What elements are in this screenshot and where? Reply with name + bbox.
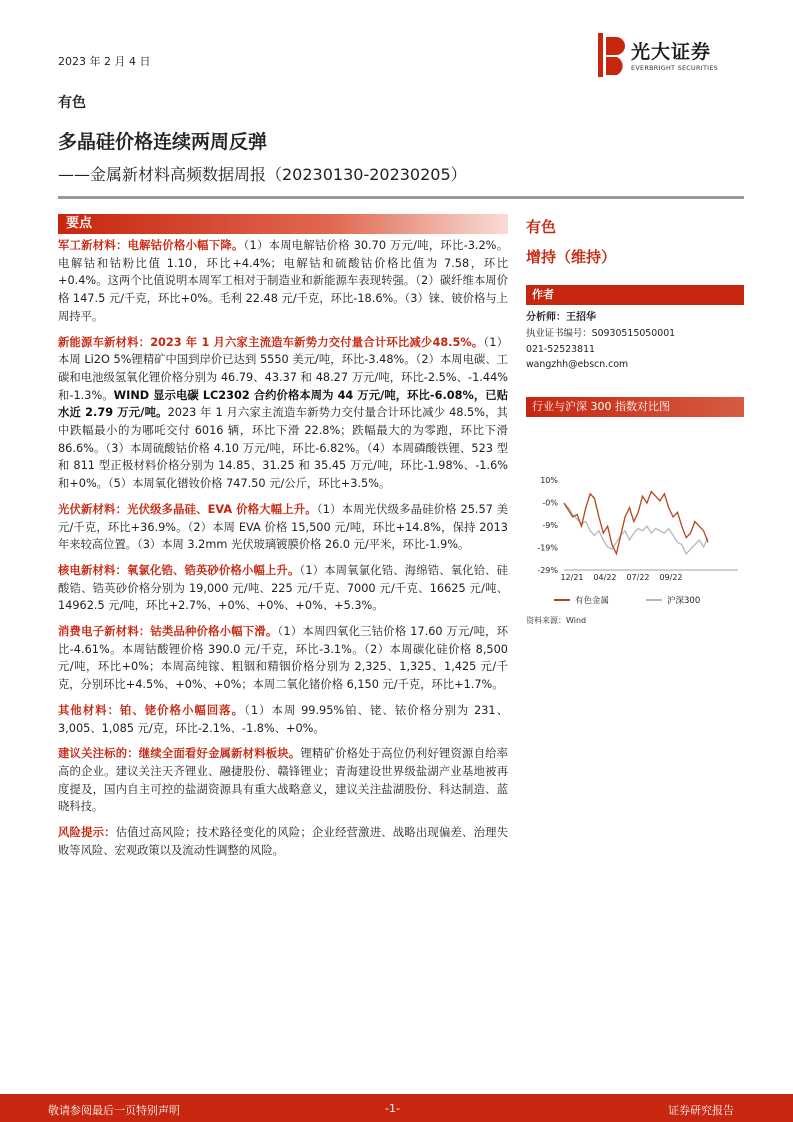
legend-label: 有色金属 <box>575 596 610 606</box>
summary-paragraph-risk <box>58 824 508 859</box>
y-tick-label: -19% <box>537 543 558 553</box>
summary-paragraph-nuclear <box>58 562 508 615</box>
summary-paragraph-pv <box>58 501 508 554</box>
paragraph-lead: 其他材料：铂、铑价格小幅回落。 <box>58 703 245 717</box>
paragraph-text: （1）本周电解钴价格 30.70 万元/吨，环比-3.2%。电解钴和钴粉比值 1.10，环比+4.4%；电解钴和硫酸钴价格比值为 7.58，环比+0.4%。这两个比值说明本周军工相对于制造业和新能源车表现转强。（2）碳纤维本周价格 147.5 元/千克，环比+0%。毛利 22.48 元/千克，环比-18.6%。（3）铼、铍价格与上周持平。 <box>58 239 508 323</box>
paragraph-lead: 光伏新材料：光伏级多晶硅、EVA 价格大幅上升。 <box>58 502 317 516</box>
paragraph-lead: 军工新材料：电解钴价格小幅下降。 <box>58 239 244 252</box>
series-line-nonferrous <box>564 492 708 554</box>
paragraph-text: 估值过高风险；技术路径变化的风险；企业经营激进、战略出现偏差、治理失败等风险、宏观政策以及流动性调整的风险。 <box>58 826 508 857</box>
sector-label: 有色 <box>58 95 86 111</box>
analyst-license: 执业证书编号：S0930515050001 <box>526 327 676 339</box>
paragraph-bold-text: WIND 显示电碳 LC2302 合约价格本周为 44 万元/吨，环比-6.08%，已贴水近 2.79 万元/吨。 <box>58 388 508 420</box>
paragraph-text: （1）本周四氧化三钴价格 17.60 万元/吨，环比-4.61%。本周钴酸锂价格 390.0 元/千克，环比-3.1%。（2）本周碳化硅价格 8,500 元/吨，环比+0%；本周高纯镓、粗铟和精铟价格分别为 2,325、1,325、1,425 元/千克，分别环比+4.5%、+0%、+0%；本周二氧化锗价格 6,150 元/千克，环比+1.7%。 <box>58 625 508 692</box>
report-title: 多晶硅价格连续两周反弹 <box>58 131 268 153</box>
index-comparison-chart <box>526 470 744 610</box>
x-tick-label: 12/21 <box>560 573 584 582</box>
x-tick-label: 07/22 <box>626 573 650 582</box>
y-tick-label: -9% <box>542 521 558 530</box>
analyst-phone: 021-52523811 <box>526 343 595 355</box>
y-tick-label: 10% <box>540 476 558 485</box>
report-date: 2023 年 2 月 4 日 <box>58 55 151 68</box>
x-tick-label: 09/22 <box>659 573 683 582</box>
page-footer <box>0 1094 793 1122</box>
y-tick-label: -29% <box>537 566 558 575</box>
page-number: -1- <box>385 1102 400 1115</box>
analyst-name: 分析师：王招华 <box>526 312 596 323</box>
key-points-section <box>58 214 508 860</box>
paragraph-lead: 消费电子新材料：钴类品种价格小幅下滑。 <box>58 625 278 639</box>
paragraph-lead: 建议关注标的：继续全面看好金属新材料板块。 <box>58 747 301 761</box>
rating-value: 增持（维持） <box>526 248 617 266</box>
rating-sector: 有色 <box>526 218 557 236</box>
header-divider <box>58 196 744 199</box>
analyst-email[interactable]: wangzhh@ebscn.com <box>526 359 629 371</box>
footer-report-type: 证券研究报告 <box>668 1104 734 1117</box>
report-subtitle: ——金属新材料高频数据周报（20230130-20230205） <box>58 165 467 184</box>
summary-paragraph-recommendation <box>58 745 508 816</box>
sidebar <box>526 214 744 417</box>
paragraph-text: （1）本周 99.95%铂、铑、铱价格分别为 231、3,005、1,085 元/克，环比-2.1%、-1.8%、+0%。 <box>58 703 508 735</box>
footer-disclaimer[interactable]: 敬请参阅最后一页特别声明 <box>48 1104 180 1117</box>
y-tick-label: -0% <box>542 498 558 508</box>
paragraph-lead: 风险提示： <box>58 826 116 840</box>
paragraph-text-2: 2023 年 1 月六家主流造车新势力交付量合计环比减少 48.5%，其中跌幅最小的为哪吒交付 6016 辆，环比下滑 22.8%；跌幅最大的为零跑，环比下滑 86.6%。（3）本周硫酸钴价格 4.10 万元/吨，环比-6.82%。（4）本周磷酸铁锂、523 型和 811 型正极材料价格分别为 14.85、31.25 和 35.45 万元/吨，环比-1.98%、-1.6%和+0%。（5）本周氧化镨钕价格 747.50 元/公斤，环比+3.5%。 <box>58 406 508 491</box>
line-chart-svg <box>526 470 744 610</box>
key-points-heading: 要点 <box>58 214 508 234</box>
legend-label: 沪深300 <box>667 596 701 606</box>
paragraph-text: 锂精矿价格处于高位仍利好锂资源自给率高的企业。建议关注天齐锂业、融捷股份、赣锋锂业；青海建设世界级盐湖产业基地被再度提及，国内自主可控的盐湖资源具有重大战略意义，建议关注盐湖股份、科达制造、蓝晓科技。 <box>58 747 508 814</box>
summary-paragraph-other <box>58 702 508 737</box>
chart-heading: 行业与沪深 300 指数对比图 <box>526 397 744 417</box>
paragraph-text: （1）本周 Li2O 5%锂精矿中国到岸价已达到 5550 美元/吨，环比-3.48%。（2）本周电碳、工碳和电池级氢氧化锂价格分别为 46.79、43.37 和 48.27 万元/吨，环比-2.5%、-1.44%和-1.3%。 <box>58 335 508 402</box>
brand-mark-icon <box>598 33 628 77</box>
summary-paragraph-military <box>58 237 508 326</box>
paragraph-text: （1）本周氧氯化锆、海绵锆、氧化铪、硅酸锆、锆英砂价格分别为 19,000 元/吨、225 元/千克、7000 元/千克、16625 元/吨、14962.5 元/吨，环比+2.7%、+0%、+0%、+0%、+5.3%。 <box>58 563 508 613</box>
chart-source: 资料来源：Wind <box>526 616 587 625</box>
paragraph-text: （1）本周光伏级多晶硅价格 25.57 美元/千克，环比+36.9%。（2）本周 EVA 价格 15,500 元/吨，环比+14.8%，保持 2013 年来较高位置。（3）本周 3.2mm 光伏玻璃镀膜价格 26.0 元/平米，环比-1.9%。 <box>58 502 509 552</box>
x-tick-label: 04/22 <box>593 573 617 582</box>
brand-logo <box>598 33 748 77</box>
paragraph-lead: 核电新材料：氧氯化锆、锆英砂价格小幅上升。 <box>58 563 300 577</box>
author-info <box>526 310 744 373</box>
summary-paragraph-nev <box>58 334 508 493</box>
paragraph-lead: 新能源车新材料：2023 年 1 月六家主流造车新势力交付量合计环比减少48.5%。 <box>58 335 484 349</box>
brand-english-name: EVERBRIGHT SECURITIES <box>631 64 719 72</box>
author-heading: 作者 <box>526 285 744 305</box>
brand-name: 光大证券 <box>631 41 712 63</box>
summary-paragraph-electronics <box>58 623 508 694</box>
